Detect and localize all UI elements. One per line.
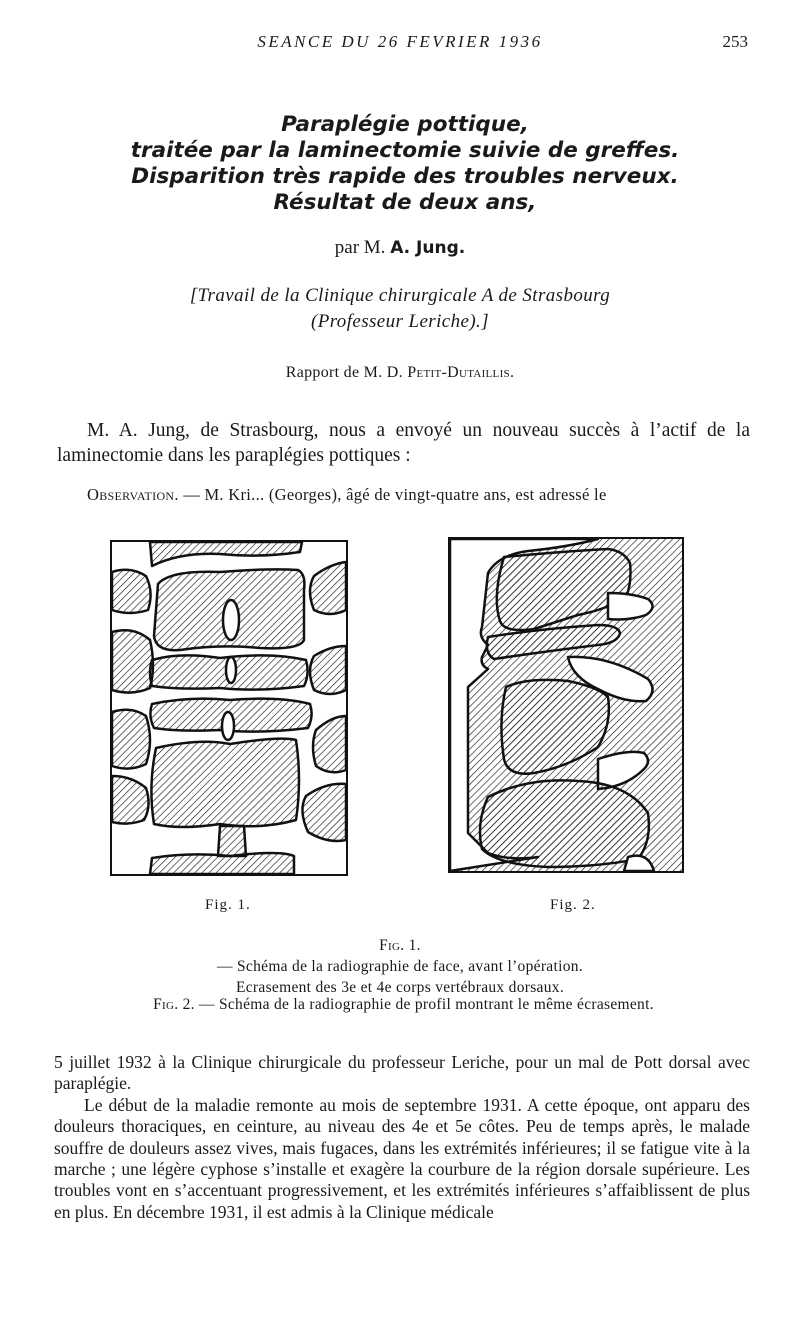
title-line-1: Paraplégie pottique, (281, 112, 529, 137)
affiliation-line-1: [Travail de la Clinique chirurgicale A de Strasbourg (189, 285, 611, 306)
title-line-3: Disparition très rapide des troubles nerveux. (131, 164, 679, 189)
author-line (0, 237, 800, 259)
rapport-prefix: Rapport de M. D. (285, 364, 408, 381)
figure-2-lateral-schematic (448, 537, 684, 873)
observation-label: Observation. (87, 485, 179, 504)
running-head-title: SEANCE DU 26 FEVRIER 1936 (257, 32, 543, 51)
caption-1-line-2: Ecrasement des 3e et 4e corps vertébraux dorsaux. (235, 979, 564, 996)
figure-1-label: Fig. 1. (205, 897, 251, 913)
rapport-line (0, 364, 800, 382)
figure-1-caption (0, 935, 800, 998)
figure-1-frontal-schematic (110, 540, 348, 876)
observation-text: — M. Kri... (Georges), âgé de vingt-quatre ans, est adressé le (178, 485, 607, 504)
figure-2-label: Fig. 2. (550, 897, 596, 913)
author-prefix: par M. (334, 237, 391, 258)
title-line-2: traitée par la laminectomie suivie de greffes. (130, 138, 680, 163)
caption-1-text: — Schéma de la radiographie de face, avant l’opération. (217, 958, 583, 975)
rapport-name: Petit-Dutaillis. (407, 364, 515, 381)
caption-2-text: — Schéma de la radiographie de profil montrant le même écrasement. (194, 996, 654, 1013)
affiliation-line-2: (Professeur Leriche).] (310, 311, 489, 332)
caption-1-label: Fig. 1. (379, 937, 421, 954)
intro-paragraph: M. A. Jung, de Strasbourg, nous a envoyé un nouveau succès à l’actif de la laminectomie dans les paraplégies pottiques : (57, 420, 750, 466)
author-name: A. Jung. (390, 238, 466, 258)
body-paragraph-2: Le début de la maladie remonte au mois de septembre 1931. A cette époque, ont apparu des douleurs thoraciques, en ceinture, au niveau des 4e et 5e côtes. Peu de temps après, le malade souffre de douleurs assez vives, mais fugaces, dans les extrémités inférieures; il se fatigue vite à la marche ; une légère cyphose s’installe et exagère la courbure de la région dorsale supérieure. Les troubles vont en s’accentuant progressivement, et les extrémités inférieures s’affaiblissent de plus en plus. En décembre 1931, il est admis à la Clinique médicale (54, 1094, 750, 1222)
page-number: 253 (722, 32, 748, 51)
title-line-4: Résultat de deux ans, (273, 190, 537, 215)
running-head (0, 32, 800, 54)
observation-line (57, 484, 750, 506)
affiliation (0, 283, 800, 335)
caption-1-line-1 (0, 935, 800, 977)
caption-2-label: Fig. 2. (153, 996, 195, 1013)
article-title (60, 112, 750, 216)
body-text (54, 1052, 750, 1223)
figure-2-caption (57, 994, 750, 1015)
body-paragraph-1: 5 juillet 1932 à la Clinique chirurgicale du professeur Leriche, pour un mal de Pott dorsal avec paraplégie. (54, 1052, 750, 1094)
